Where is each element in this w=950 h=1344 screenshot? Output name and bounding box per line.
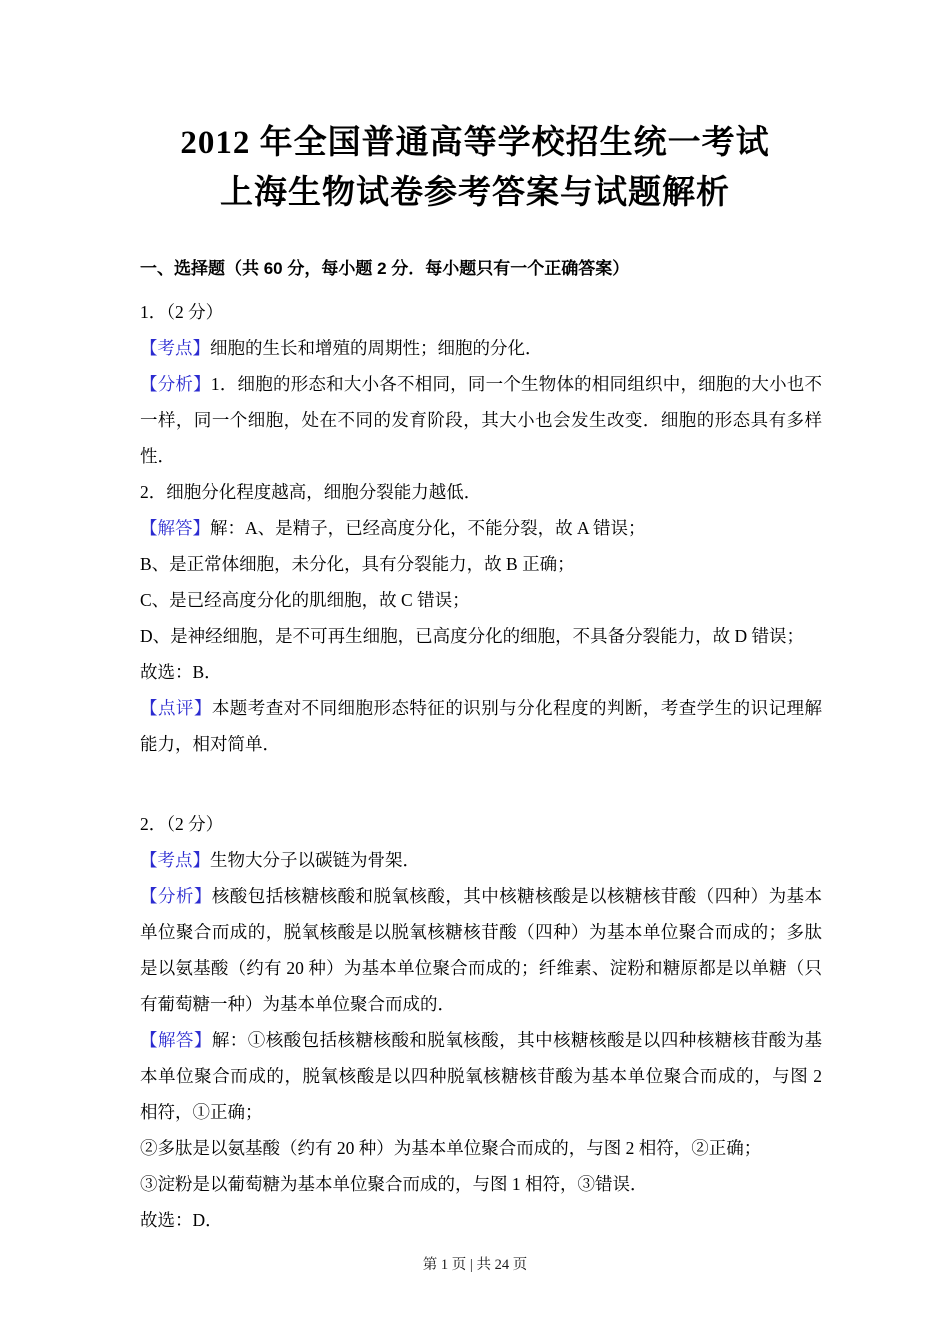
- paragraph-text: 故选：B．: [140, 662, 222, 682]
- jieda-tag: 【解答】: [140, 1030, 212, 1050]
- paragraph: [140, 474, 822, 510]
- paragraph: [140, 582, 822, 618]
- paragraph-text: 解：①核酸包括核糖核酸和脱氧核酸，其中核糖核酸是以四种核糖核苷酸为基本单位聚合而成的，脱氧核酸是以四种脱氧核糖核苷酸为基本单位聚合而成的，与图 2 相符，①正确；: [140, 1030, 823, 1122]
- paragraph-text: ②多肽是以氨基酸（约有 20 种）为基本单位聚合而成的，与图 2 相符，②正确；: [140, 1138, 762, 1158]
- paragraph-text: 生物大分子以碳链为骨架．: [210, 850, 420, 870]
- paragraph: [140, 1166, 822, 1202]
- paragraph: [140, 546, 822, 582]
- paragraph: [140, 510, 822, 546]
- title-line-2: 上海生物试卷参考答案与试题解析: [220, 175, 730, 211]
- answer-line: [140, 1202, 822, 1238]
- section-heading: 一、选择题（共 60 分，每小题 2 分．每小题只有一个正确答案）: [140, 259, 630, 278]
- paragraph: [140, 366, 822, 474]
- paragraph-text: D、是神经细胞，是不可再生细胞，已高度分化的细胞，不具备分裂能力，故 D 错误；: [140, 626, 805, 646]
- paragraph: [140, 618, 822, 654]
- dianping-tag: 【点评】: [140, 698, 212, 718]
- question-spacer: [140, 762, 822, 806]
- question-2-number: 2．（2 分）: [140, 814, 224, 834]
- paragraph-text: 1．细胞的形态和大小各不相同，同一个生物体的相同组织中，细胞的大小也不一样，同一个细胞，处在不同的发育阶段，其大小也会发生改变．细胞的形态具有多样性．: [140, 374, 823, 466]
- paragraph-text: B、是正常体细胞，未分化，具有分裂能力，故 B 正确；: [140, 554, 575, 574]
- question-1-number: 1．（2 分）: [140, 302, 224, 322]
- document-title: [0, 0, 950, 218]
- paragraph: [140, 1130, 822, 1166]
- fenxi-tag: 【分析】: [140, 374, 211, 394]
- document-body: [140, 294, 822, 1238]
- page-footer: 第 1 页 | 共 24 页: [422, 1257, 528, 1273]
- paragraph-text: ③淀粉是以葡萄糖为基本单位聚合而成的，与图 1 相符，③错误．: [140, 1174, 648, 1194]
- title-line-1: 2012 年全国普通高等学校招生统一考试: [180, 125, 770, 161]
- paragraph-text: C、是已经高度分化的肌细胞，故 C 错误；: [140, 590, 470, 610]
- kaodian-tag: 【考点】: [140, 338, 210, 358]
- paragraph: [140, 690, 822, 762]
- kaodian-tag: 【考点】: [140, 850, 210, 870]
- paragraph-text: 故选：D．: [140, 1210, 223, 1230]
- paragraph-text: 解：A、是精子，已经高度分化，不能分裂，故 A 错误；: [210, 518, 646, 538]
- paragraph-text: 本题考查对不同细胞形态特征的识别与分化程度的判断，考查学生的识记理解能力，相对简单．: [140, 698, 823, 754]
- paragraph-text: 细胞的生长和增殖的周期性；细胞的分化．: [210, 338, 543, 358]
- paragraph: [140, 1022, 822, 1130]
- answer-line: [140, 654, 822, 690]
- paragraph: [140, 330, 822, 366]
- paragraph: [140, 842, 822, 878]
- paragraph-text: 核酸包括核糖核酸和脱氧核酸，其中核糖核酸是以核糖核苷酸（四种）为基本单位聚合而成的，脱氧核酸是以脱氧核糖核苷酸（四种）为基本单位聚合而成的；多肽是以氨基酸（约有 20 种）为基本单位聚合而成的；纤维素、淀粉和糖原都是以单糖（只有葡萄糖一种）为基本单位聚合而成的．: [140, 886, 823, 1014]
- jieda-tag: 【解答】: [140, 518, 210, 538]
- paragraph: [140, 878, 822, 1022]
- paragraph-text: 2．细胞分化程度越高，细胞分裂能力越低．: [140, 482, 482, 502]
- fenxi-tag: 【分析】: [140, 886, 212, 906]
